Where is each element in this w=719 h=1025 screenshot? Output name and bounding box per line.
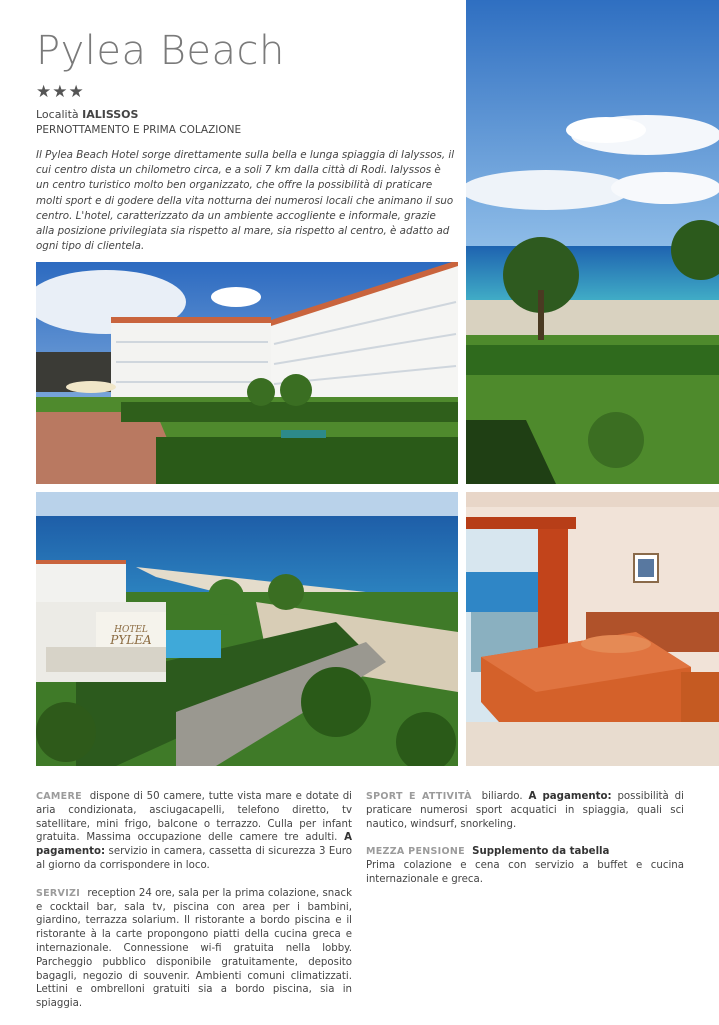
location-name: IALISSOS [82,108,139,121]
location [36,108,138,121]
section-sport [366,790,684,831]
camere-text: dispone di 50 camere, tutte vista mare e dotate di aria condizionata, asciugacapelli, telefono diretto, tv satellitare, mini frigo, balcone o terrazzo. Culla per infant gratuita. Massima occupazione delle camere tre adulti. [36,791,352,844]
hotel-sign-line1: HOTEL [114,625,148,635]
mezza-text: Prima colazione e cena con servizio a buffet e cucina internazionale e greca. [366,860,684,885]
photo-sea-garden [466,0,719,484]
page-title: Pylea Beach [36,28,285,74]
section-servizi [36,887,352,1011]
column-left [36,790,352,1025]
column-right [366,790,684,901]
hotel-sign-line2: PYLEA [110,633,152,647]
star-rating: ★★★ [36,82,85,102]
photo-bedroom [466,492,719,766]
camere-label: CAMERE [36,791,82,802]
camere-text-2: servizio in camera, cassetta di sicurezza 3 Euro al giorno da corrispondere in loco. [36,846,352,871]
servizi-text: reception 24 ore, sala per la prima colazione, snack e cocktail bar, sala tv, piscina con area per i bambini, giardino, terrazza solarium. Il ristorante a bordo piscina e il ristorante à la carte propongono piatti della cucina greca e internazionale. Connessione wi-fi gratuita nella lobby. Parcheggio pubblico disponibile gratuitamente, deposito bagagli, negozio di souvenir. Ambienti comuni climatizzati. Lettini e ombrelloni gratuiti sia a bordo piscina, sia in spiaggia. [36,887,352,1010]
section-camere [36,790,352,873]
section-mezza-pensione [366,845,684,886]
location-prefix: Località [36,108,79,121]
sport-bold: A pagamento: [528,791,612,802]
camere-bold: A pagamento: [36,832,352,858]
intro-paragraph: Il Pylea Beach Hotel sorge direttamente sulla bella e lunga spiaggia di Ialyssos, il cui centro dista un chilometro circa, e a soli 7 km dalla città di Rodi. Ialyssos è un centro turistico molto ben organizzato, che offre la possibilità di praticare molti sport e di godere della vita notturna dei numerosi locali che animano il suo centro. L'hotel, caratterizzato da un ambiente accogliente e informale, grazie alla posizione privilegiata sia rispetto al mare, sia rispetto al centro, è adatto ad ogni tipo di clientela. [36,149,455,253]
board-type: PERNOTTAMENTO E PRIMA COLAZIONE [36,124,242,136]
photo-aerial-view [36,492,458,766]
mezza-label: MEZZA PENSIONE [366,846,465,858]
sport-text: biliardo. [481,791,523,802]
servizi-label: SERVIZI [36,887,81,899]
mezza-bold: Supplemento da tabella [472,846,610,858]
photo-hotel-building [36,262,458,484]
sport-text-2: possibilità di praticare numerosi sport acquatici in spiaggia, quali sci nautico, windsurf, snorkeling. [366,791,684,830]
sport-label: SPORT E ATTIVITÀ [366,791,472,802]
